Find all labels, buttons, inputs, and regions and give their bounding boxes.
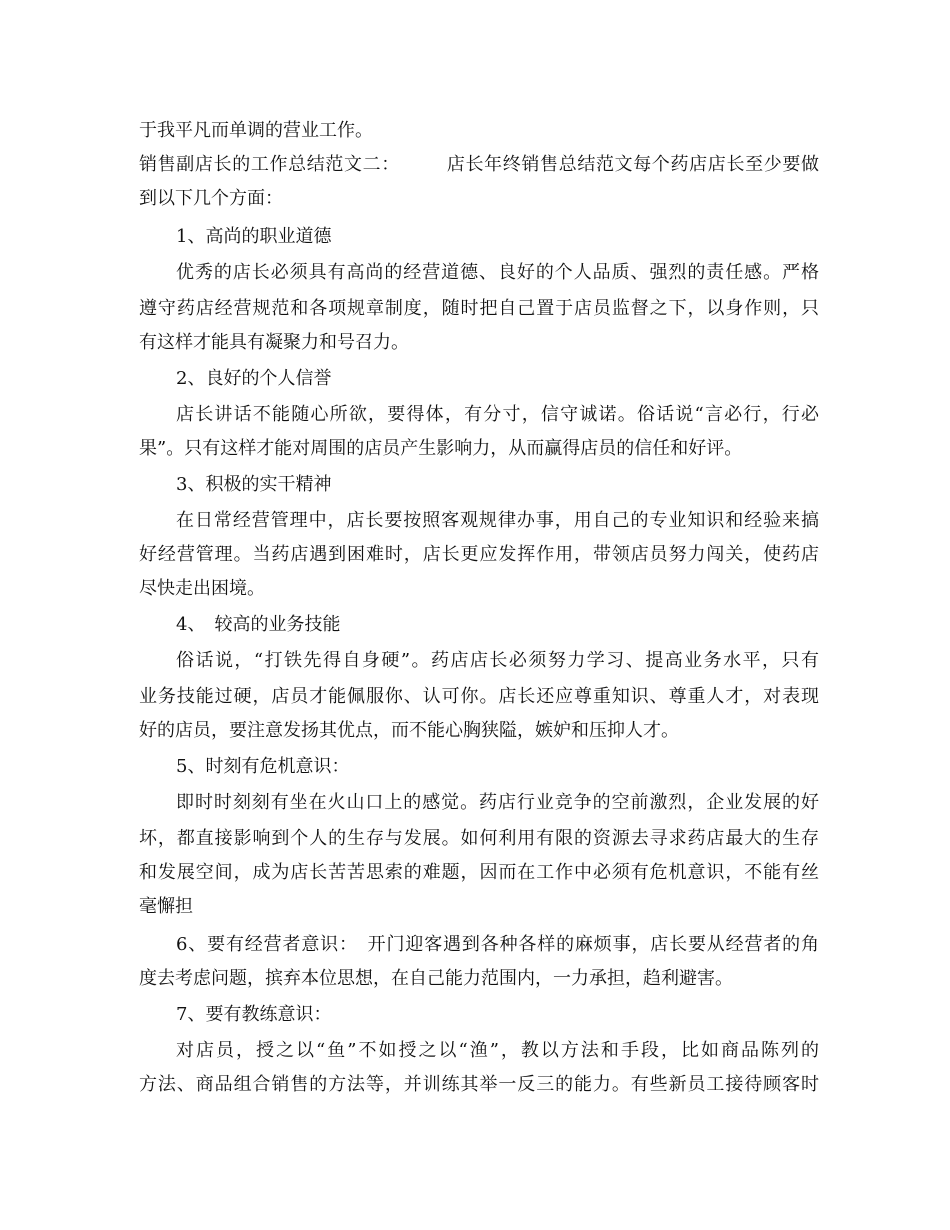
section-heading-7: 7、要有教练意识： bbox=[176, 1004, 332, 1025]
section-heading-1: 1、高尚的职业道德 bbox=[176, 226, 332, 247]
body-text-line: 业务技能过硬，店员才能佩服你、认可你。店长还应尊重知识、尊重人才，对表现 bbox=[139, 686, 819, 707]
section-heading-6: 6、要有经营者意识： 开门迎客遇到各种各样的麻烦事，店长要从经营者的角 bbox=[176, 934, 819, 955]
section-heading-3: 3、积极的实干精神 bbox=[176, 474, 332, 495]
body-text-line: 对店员，授之以“鱼”不如授之以“渔”，教以方法和手段，比如商品陈列的 bbox=[176, 1040, 819, 1061]
body-text-line: 在日常经营管理中，店长要按照客观规律办事，用自己的专业知识和经验来搞 bbox=[176, 510, 819, 531]
body-text-line: 有这样才能具有凝聚力和号召力。 bbox=[139, 332, 409, 353]
body-text-line: 店长讲话不能随心所欲，要得体，有分寸，信守诚诺。俗话说“言必行，行必 bbox=[176, 404, 819, 425]
body-text-line: 方法、商品组合销售的方法等，并训练其举一反三的能力。有些新员工接待顾客时 bbox=[139, 1074, 819, 1095]
body-text-line: 度去考虑问题，摈弃本位思想，在自己能力范围内，一力承担，趋利避害。 bbox=[139, 968, 733, 989]
body-text-line: 到以下几个方面： bbox=[139, 188, 283, 209]
body-text-line: 优秀的店长必须具有高尚的经营道德、良好的个人品质、强烈的责任感。严格 bbox=[176, 262, 819, 283]
body-text-line: 好的店员，要注意发扬其优点，而不能心胸狭隘，嫉妒和压抑人才。 bbox=[139, 720, 679, 741]
body-text-line: 毫懈担 bbox=[139, 896, 193, 917]
body-text-line: 遵守药店经营规范和各项规章制度，随时把自己置于店员监督之下，以身作则，只 bbox=[139, 298, 819, 319]
body-text-line: 尽快走出困境。 bbox=[139, 578, 265, 599]
body-text-line: 销售副店长的工作总结范文二： 店长年终销售总结范文每个药店店长至少要做 bbox=[139, 154, 819, 175]
body-text-line: 好经营管理。当药店遇到困难时，店长更应发挥作用，带领店员努力闯关，使药店 bbox=[139, 544, 819, 565]
section-heading-2: 2、良好的个人信誉 bbox=[176, 368, 332, 389]
body-text-line: 坏，都直接影响到个人的生存与发展。如何利用有限的资源去寻求药店最大的生存 bbox=[139, 828, 819, 849]
body-text-line: 即时时刻刻有坐在火山口上的感觉。药店行业竞争的空前激烈，企业发展的好 bbox=[176, 792, 819, 813]
body-text-line: 和发展空间，成为店长苦苦思索的难题，因而在工作中必须有危机意识，不能有丝 bbox=[139, 862, 819, 883]
section-heading-4: 4、 较高的业务技能 bbox=[176, 614, 341, 635]
body-text-line: 俗话说，“打铁先得自身硬”。药店店长必须努力学习、提高业务水平，只有 bbox=[176, 650, 819, 671]
section-heading-5: 5、时刻有危机意识： bbox=[176, 756, 350, 777]
body-text-line: 果”。只有这样才能对周围的店员产生影响力，从而赢得店员的信任和好评。 bbox=[139, 438, 743, 459]
body-text-line: 于我平凡而单调的营业工作。 bbox=[139, 120, 373, 141]
